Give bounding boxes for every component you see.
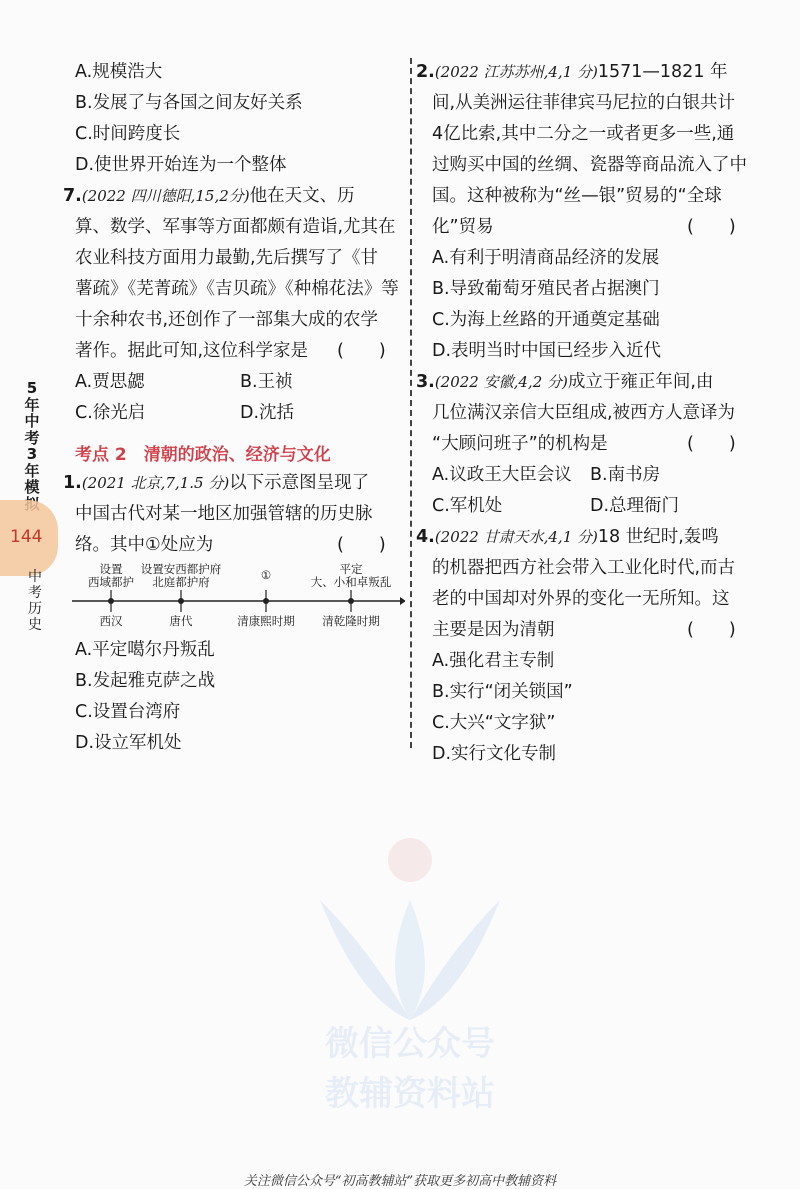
subject-vertical: 中考历史 bbox=[28, 569, 42, 633]
timeline-diagram bbox=[70, 560, 405, 630]
q4-line-0: 18 世纪时,轰鸣 bbox=[597, 527, 719, 547]
q3-line-0: 成立于雍正年间,由 bbox=[567, 372, 714, 392]
q1-option-c: C.设置台湾府 bbox=[75, 702, 181, 722]
timeline-top-4: 平定 大、小和卓叛乱 bbox=[310, 562, 392, 589]
q2-answer-paren: ( ) bbox=[687, 217, 736, 237]
q4-number: 4. bbox=[416, 527, 435, 547]
q7-option-b: B.王祯 bbox=[240, 372, 293, 392]
page-number: 144 bbox=[10, 527, 43, 547]
q1-first-line bbox=[63, 473, 369, 493]
q3-option-a: A.议政王大臣会议 bbox=[432, 465, 572, 485]
q3-first-line bbox=[416, 372, 713, 392]
q2-line-2: 4亿比索,其中二分之一或者更多一些,通 bbox=[432, 124, 735, 144]
watermark-icon bbox=[300, 830, 520, 1120]
q2-line-5: 化”贸易 bbox=[432, 217, 494, 237]
book-title-vertical: 5年中考3年模 bbox=[24, 379, 40, 496]
q3-line-2: “大顾问班子”的机构是 bbox=[432, 434, 608, 454]
q4-option-c: C.大兴“文字狱” bbox=[432, 713, 556, 733]
q3-option-b: B.南书房 bbox=[590, 465, 661, 485]
watermark-logo bbox=[300, 830, 520, 1120]
q1-option-a: A.平定噶尔丹叛乱 bbox=[75, 640, 215, 660]
q2-line-0: 1571—1821 年 bbox=[597, 62, 728, 82]
q4-option-d: D.实行文化专制 bbox=[432, 744, 557, 764]
timeline-top-1: 设置 西域都护 bbox=[88, 562, 134, 589]
q7-option-a: A.贾思勰 bbox=[75, 372, 145, 392]
q7-answer-paren: ( ) bbox=[337, 341, 386, 361]
q6-option-d: D.使世界开始连为一个整体 bbox=[75, 155, 287, 175]
footer-note: 关注微信公众号“初高教辅站”获取更多初高中教辅资料 bbox=[243, 1174, 557, 1189]
q1-answer-paren: ( ) bbox=[337, 535, 386, 555]
q3-line-1: 几位满汉亲信大臣组成,被西方人意译为 bbox=[432, 403, 736, 423]
q6-option-b: B.发展了与各国之间友好关系 bbox=[75, 93, 303, 113]
q3-option-c: C.军机处 bbox=[432, 496, 503, 516]
q2-line-4: 国。这种被称为“丝—银”贸易的“全球 bbox=[432, 186, 722, 206]
q2-number: 2. bbox=[416, 62, 435, 82]
q6-option-a: A.规模浩大 bbox=[75, 62, 163, 82]
q7-line-1: 算、数学、军事等方面都颇有造诣,尤其在 bbox=[75, 217, 396, 237]
q7-first-line bbox=[63, 186, 355, 206]
q4-first-line bbox=[416, 527, 719, 547]
column-divider bbox=[410, 58, 412, 748]
q2-option-d: D.表明当时中国已经步入近代 bbox=[432, 341, 662, 361]
q1-line-1: 中国古代对某一地区加强管辖的历史脉 bbox=[75, 504, 373, 524]
q1-line-2: 络。其中①处应为 bbox=[75, 535, 214, 555]
q2-line-3: 过购买中国的丝绸、瓷器等商品流入了中 bbox=[432, 155, 747, 175]
q7-line-3: 薯疏》《芜菁疏》《吉贝疏》《种棉花法》等 bbox=[75, 279, 399, 299]
q7-line-5: 著作。据此可知,这位科学家是 bbox=[75, 341, 309, 361]
section-heading: 考点 2 清朝的政治、经济与文化 bbox=[75, 445, 331, 465]
timeline-bottom-2: 唐代 bbox=[169, 614, 193, 628]
q7-source: (2022 四川德阳,15,2分) bbox=[81, 187, 250, 205]
q7-option-d: D.沈括 bbox=[240, 403, 295, 423]
q3-number: 3. bbox=[416, 372, 435, 392]
q4-line-1: 的机器把西方社会带入工业化时代,而古 bbox=[432, 558, 736, 578]
q1-source: (2021 北京,7,1.5 分) bbox=[81, 474, 230, 492]
q4-source: (2022 甘肃天水,4,1 分) bbox=[434, 528, 598, 546]
q1-option-d: D.设立军机处 bbox=[75, 733, 182, 753]
watermark-text-1: 微信公众号 bbox=[325, 1024, 495, 1064]
q4-option-b: B.实行“闭关锁国” bbox=[432, 682, 573, 702]
q2-source: (2022 江苏苏州,4,1 分) bbox=[434, 63, 598, 81]
timeline-top-2: 设置安西都护府 北庭都护府 bbox=[140, 562, 222, 589]
timeline-bottom-3: 清康熙时期 bbox=[237, 614, 295, 628]
q4-line-2: 老的中国却对外界的变化一无所知。这 bbox=[432, 589, 730, 609]
q7-line-4: 十余种农书,还创作了一部集大成的农学 bbox=[75, 310, 379, 330]
q7-number: 7. bbox=[63, 186, 82, 206]
q3-option-d: D.总理衙门 bbox=[590, 496, 680, 516]
q3-source: (2022 安徽,4,2 分) bbox=[434, 373, 568, 391]
q2-line-1: 间,从美洲运往菲律宾马尼拉的白银共计 bbox=[432, 93, 736, 113]
q2-option-b: B.导致葡萄牙殖民者占据澳门 bbox=[432, 279, 660, 299]
q1-option-b: B.发起雅克萨之战 bbox=[75, 671, 216, 691]
timeline-arrow bbox=[400, 597, 405, 605]
q4-line-3: 主要是因为清朝 bbox=[432, 620, 555, 640]
timeline-bottom-1: 西汉 bbox=[99, 614, 123, 628]
q1-line-0: 以下示意图呈现了 bbox=[229, 473, 370, 493]
q2-option-a: A.有利于明清商品经济的发展 bbox=[432, 248, 660, 268]
q2-first-line bbox=[416, 62, 728, 82]
timeline-bottom-4: 清乾隆时期 bbox=[322, 614, 380, 628]
q7-line-2: 农业科技方面用力最勤,先后撰写了《甘 bbox=[75, 248, 379, 268]
q7-option-c: C.徐光启 bbox=[75, 403, 146, 423]
watermark-text-2: 教辅资料站 bbox=[325, 1074, 495, 1114]
timeline-top-3: ① bbox=[260, 568, 272, 582]
q3-answer-paren: ( ) bbox=[687, 434, 736, 454]
q2-option-c: C.为海上丝路的开通奠定基础 bbox=[432, 310, 660, 330]
q1-number: 1. bbox=[63, 473, 82, 493]
q7-line-0: 他在天文、历 bbox=[249, 186, 355, 206]
q6-option-c: C.时间跨度长 bbox=[75, 124, 181, 144]
q4-option-a: A.强化君主专制 bbox=[432, 651, 555, 671]
q4-answer-paren: ( ) bbox=[687, 620, 736, 640]
